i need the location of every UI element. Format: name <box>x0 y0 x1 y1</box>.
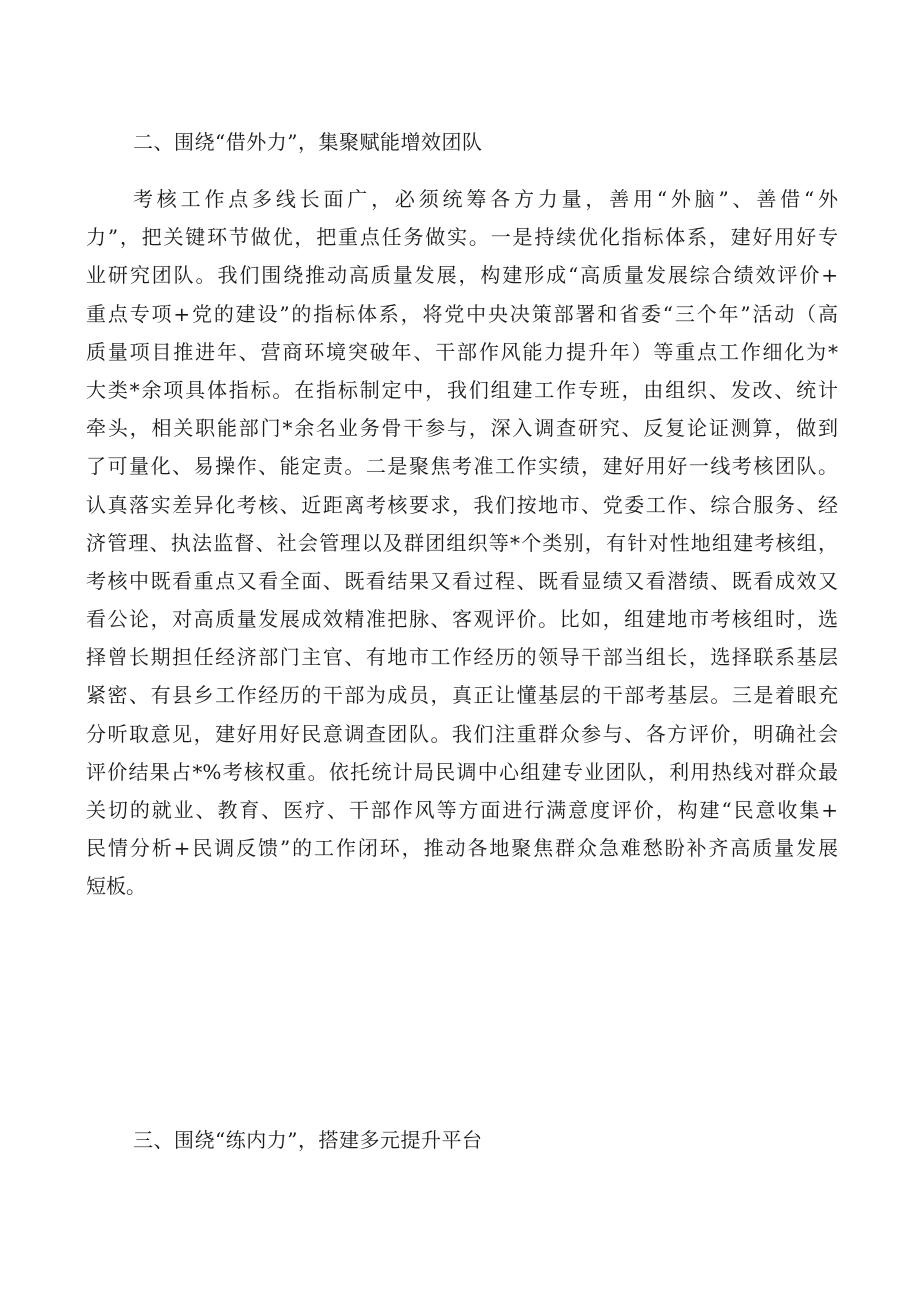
section-heading-3: 三、围绕“练内力”，搭建多元提升平台 <box>133 1128 483 1152</box>
paragraph-line: 了可量化、易操作、能定责。二是聚焦考准工作实绩，建好用好一线考核团队。 <box>86 454 838 479</box>
paragraph-line: 业研究团队。我们围绕推动高质量发展，构建形成“高质量发展综合绩效评价+ <box>86 263 838 288</box>
paragraph-line: 考核中既看重点又看全面、既看结果又看过程、既看显绩又看潜绩、既看成效又 <box>86 568 838 593</box>
paragraph-line: 择曾长期担任经济部门主官、有地市工作经历的领导干部当组长，选择联系基层 <box>86 645 838 670</box>
paragraph-line: 民情分析+民调反馈”的工作闭环，推动各地聚焦群众急难愁盼补齐高质量发展 <box>86 836 838 861</box>
paragraph-line: 关切的就业、教育、医疗、干部作风等方面进行满意度评价，构建“民意收集+ <box>86 798 838 822</box>
body-paragraph <box>86 180 838 906</box>
paragraph-line: 济管理、执法监督、社会管理以及群团组织等*个类别，有针对性地组建考核组， <box>86 530 838 555</box>
section-heading-2: 二、围绕“借外力”，集聚赋能增效团队 <box>133 130 483 154</box>
paragraph-line: 重点专项+党的建设”的指标体系，将党中央决策部署和省委“三个年”活动（高 <box>86 301 838 326</box>
paragraph-line: 看公论，对高质量发展成效精准把脉、客观评价。比如，组建地市考核组时，选 <box>86 607 838 632</box>
paragraph-line: 大类*余项具体指标。在指标制定中，我们组建工作专班，由组织、发改、统计 <box>86 377 838 402</box>
paragraph-line: 分听取意见，建好用好民意调查团队。我们注重群众参与、各方评价，明确社会 <box>86 721 838 746</box>
paragraph-line: 评价结果占*%考核权重。依托统计局民调中心组建专业团队，利用热线对群众最 <box>86 759 838 784</box>
paragraph-line: 力”，把关键环节做优，把重点任务做实。一是持续优化指标体系，建好用好专 <box>86 225 838 250</box>
paragraph-line: 短板。 <box>86 874 146 899</box>
paragraph-line: 牵头，相关职能部门*余名业务骨干参与，深入调查研究、反复论证测算，做到 <box>86 416 838 441</box>
paragraph-line: 考核工作点多线长面广，必须统筹各方力量，善用“外脑”、善借“外 <box>133 187 838 211</box>
paragraph-line: 质量项目推进年、营商环境突破年、干部作风能力提升年）等重点工作细化为* <box>86 339 838 364</box>
paragraph-line: 认真落实差异化考核、近距离考核要求，我们按地市、党委工作、综合服务、经 <box>86 492 838 517</box>
paragraph-line: 紧密、有县乡工作经历的干部为成员，真正让懂基层的干部考基层。三是着眼充 <box>86 683 838 708</box>
